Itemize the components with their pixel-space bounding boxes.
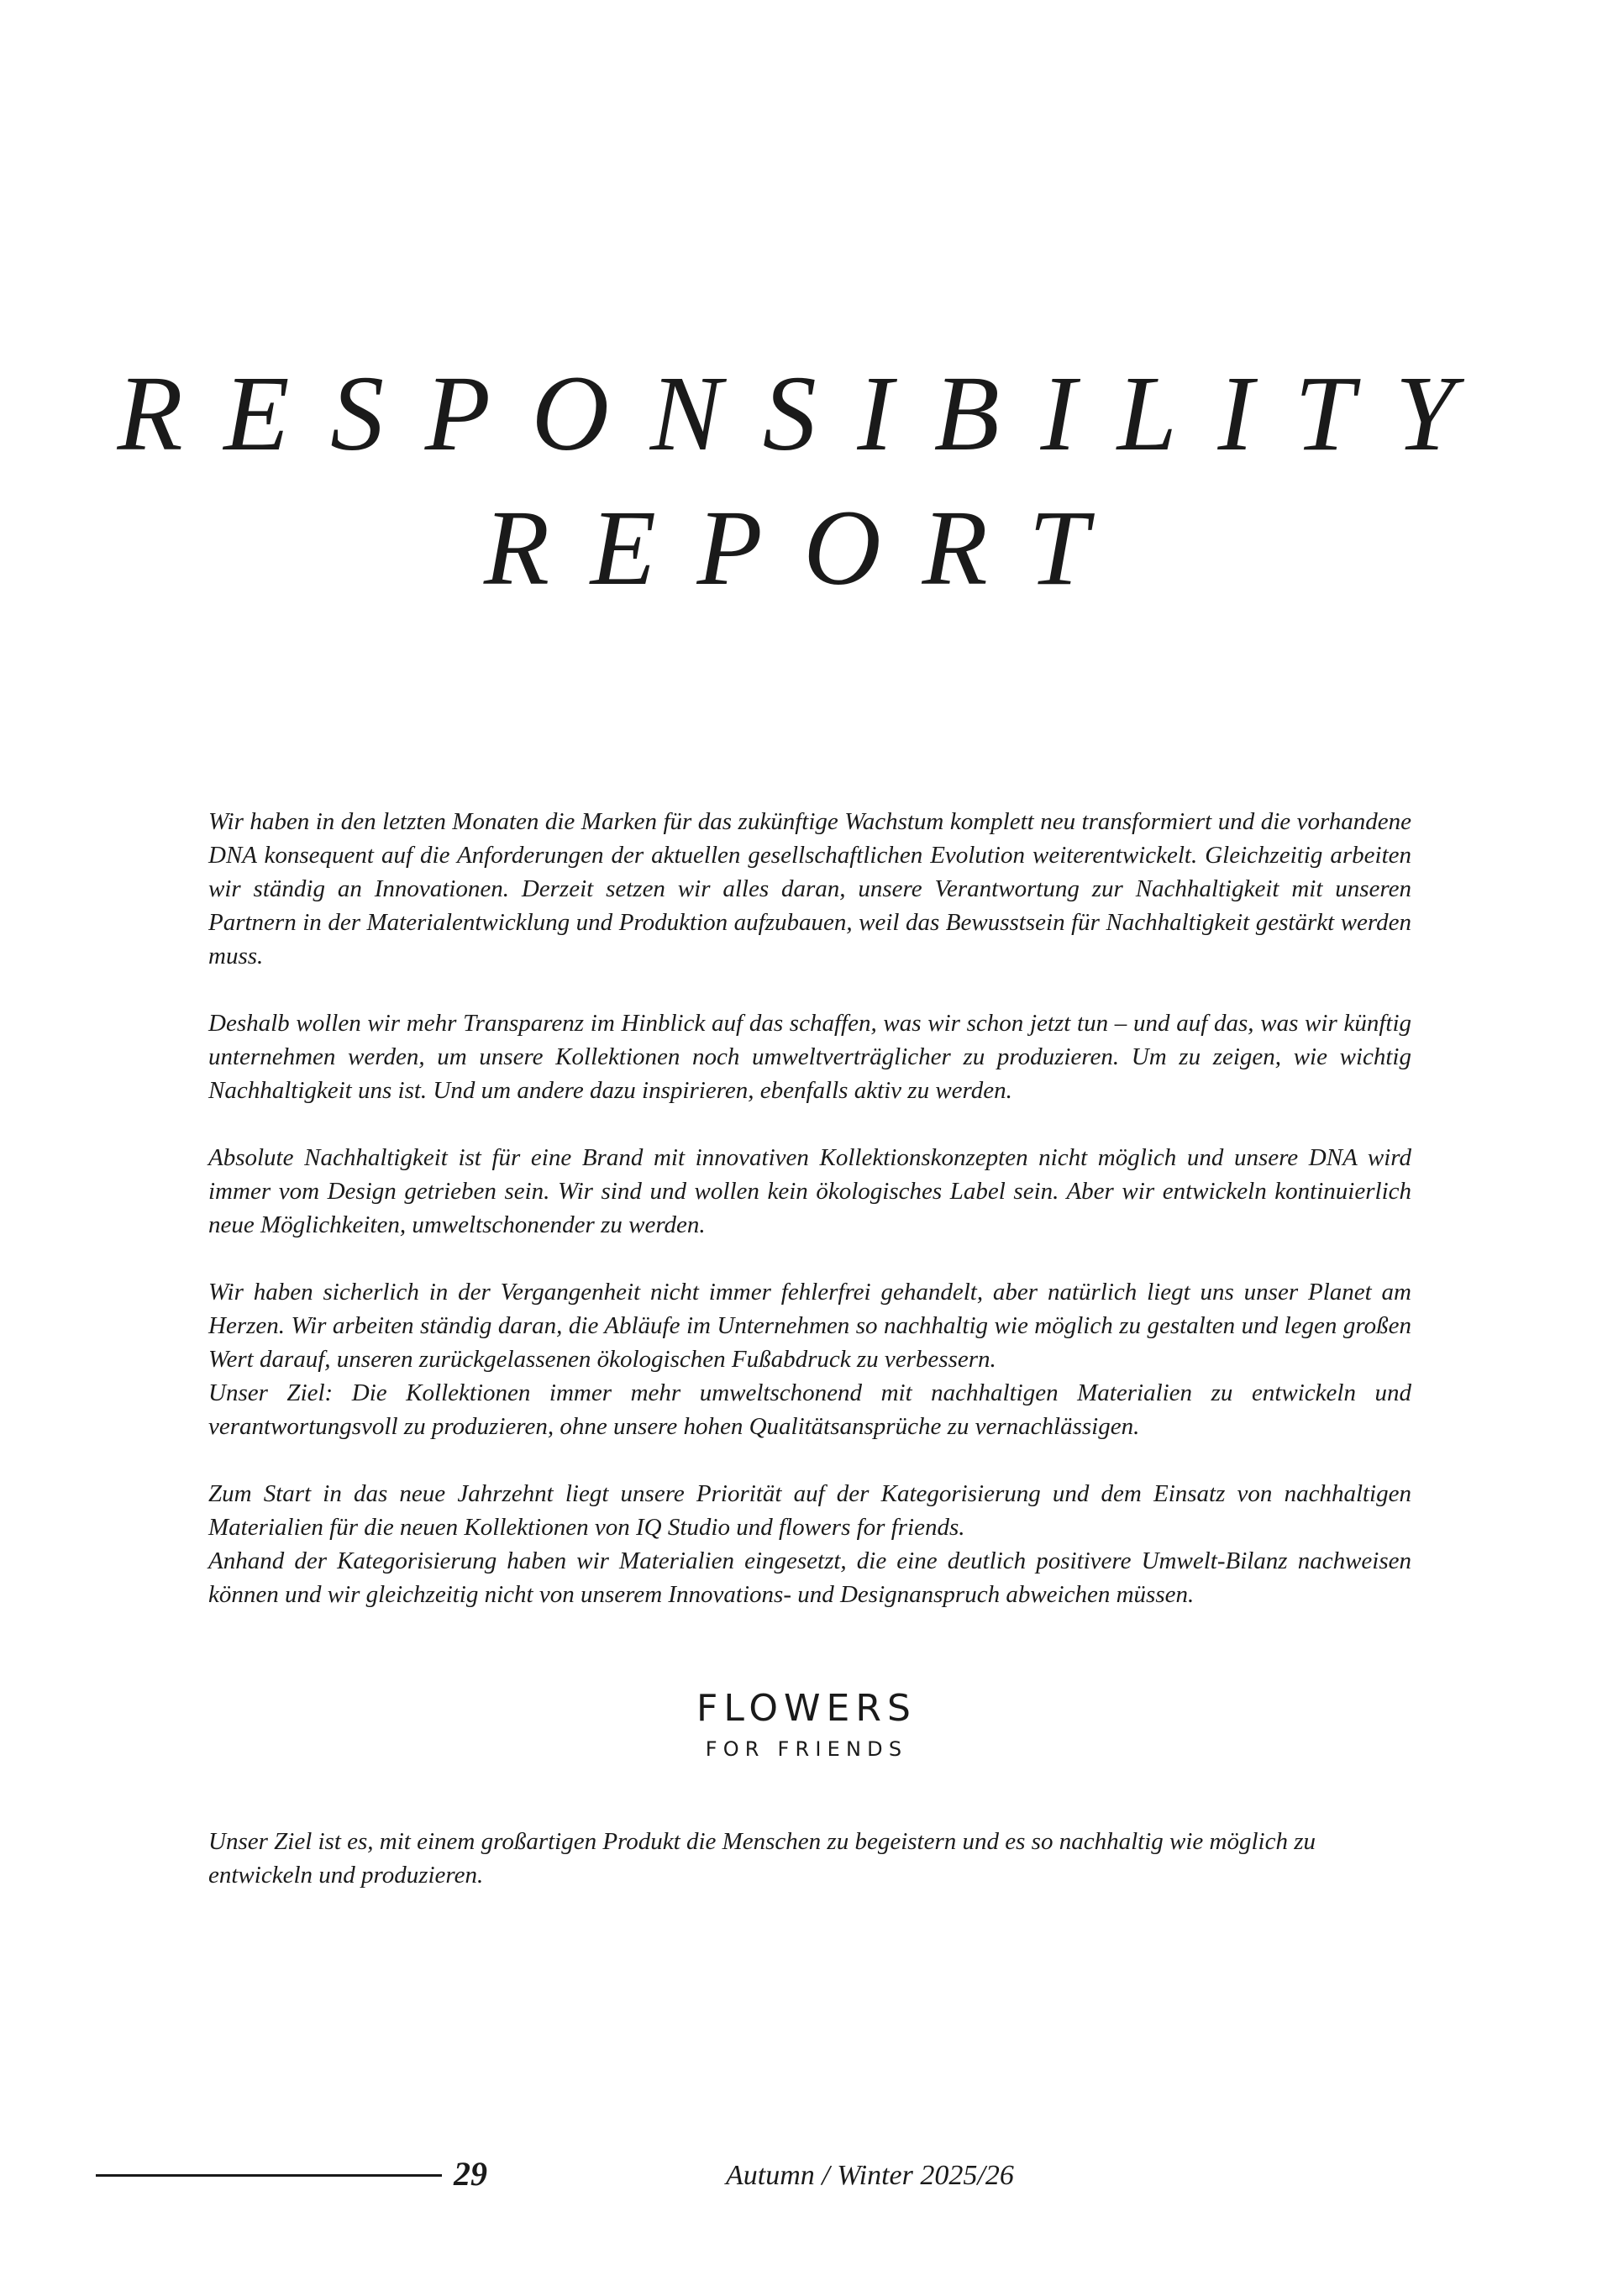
brand-name: FLOWERS (696, 1687, 917, 1730)
paragraph-line: Deshalb wollen wir mehr Transparenz im Hinblick auf das schaffen, was wir schon jetzt tun – und auf das, was wir künftig unternehmen werden, um unsere Kollektionen noch umweltverträglicher zu produzieren. Um zu zeigen, wie wichtig Nachhaltigkeit uns ist. Und um andere dazu inspirieren, ebenfalls aktiv zu werden. (208, 1010, 1411, 1104)
brand-tagline: FOR FRIENDS (705, 1737, 908, 1761)
paragraph-priority (208, 1477, 1411, 1611)
page-number: 29 (454, 2155, 487, 2193)
paragraph-absolute-sustainability (208, 1141, 1411, 1242)
brand-logo (0, 1687, 1613, 1764)
report-title-line-2: REPORT (483, 488, 1130, 607)
paragraph-past-and-goal (208, 1275, 1411, 1443)
paragraph-line: Unser Ziel: Die Kollektionen immer mehr umweltschonend mit nachhaltigen Materialien zu entwickeln und verantwortungsvoll zu produzieren, ohne unsere hohen Qualitätsansprüche zu vernachlässigen. (208, 1379, 1411, 1440)
paragraph-intro (208, 805, 1411, 973)
closing-statement: Unser Ziel ist es, mit einem großartigen Produkt die Menschen zu begeistern und es so nachhaltig wie möglich zu entwickeln und produzieren. (208, 1828, 1316, 1889)
paragraph-line: Zum Start in das neue Jahrzehnt liegt unsere Priorität auf der Kategorisierung und dem Einsatz von nachhaltigen Materialien für die neuen Kollektionen von IQ Studio und flowers for friends. (208, 1480, 1411, 1541)
paragraph-line: Wir haben sicherlich in der Vergangenheit nicht immer fehlerfrei gehandelt, aber natürlich liegt uns unser Planet am Herzen. Wir arbeiten ständig daran, die Abläufe im Unternehmen so nachhaltig wie möglich zu gestalten und legen großen Wert darauf, unseren zurückgelassenen ökologischen Fußabdruck zu verbessern. (208, 1279, 1411, 1373)
season-label: Autumn / Winter 2025/26 (726, 2160, 1014, 2191)
paragraph-line: Absolute Nachhaltigkeit ist für eine Brand mit innovativen Kollektionskonzepten nicht möglich und unsere DNA wird immer vom Design getrieben sein. Wir sind und wollen kein ökologisches Label sein. Aber wir entwickeln kontinuierlich neue Möglichkeiten, umweltschonender zu werden. (208, 1144, 1411, 1238)
report-body (208, 805, 1411, 1645)
report-title-line-1: RESPONSIBILITY (117, 354, 1496, 473)
footer-divider (96, 2174, 442, 2177)
paragraph-transparency (208, 1006, 1411, 1107)
paragraph-line: Wir haben in den letzten Monaten die Marken für das zukünftige Wachstum komplett neu transformiert und die vorhandene DNA konsequent auf die Anforderungen der aktuellen gesellschaftlichen Evolution weiterentwickelt. Gleichzeitig arbeiten wir ständig an Innovationen. Derzeit setzen wir alles daran, unsere Verantwortung zur Nachhaltigkeit mit unseren Partnern in der Materialentwicklung und Produktion aufzubauen, weil das Bewusstsein für Nachhaltigkeit gestärkt werden muss. (208, 808, 1411, 969)
paragraph-line: Anhand der Kategorisierung haben wir Materialien eingesetzt, die eine deutlich positivere Umwelt-Bilanz nachweisen können und wir gleichzeitig nicht von unserem Innovations- und Designanspruch abweichen müssen. (208, 1547, 1411, 1608)
